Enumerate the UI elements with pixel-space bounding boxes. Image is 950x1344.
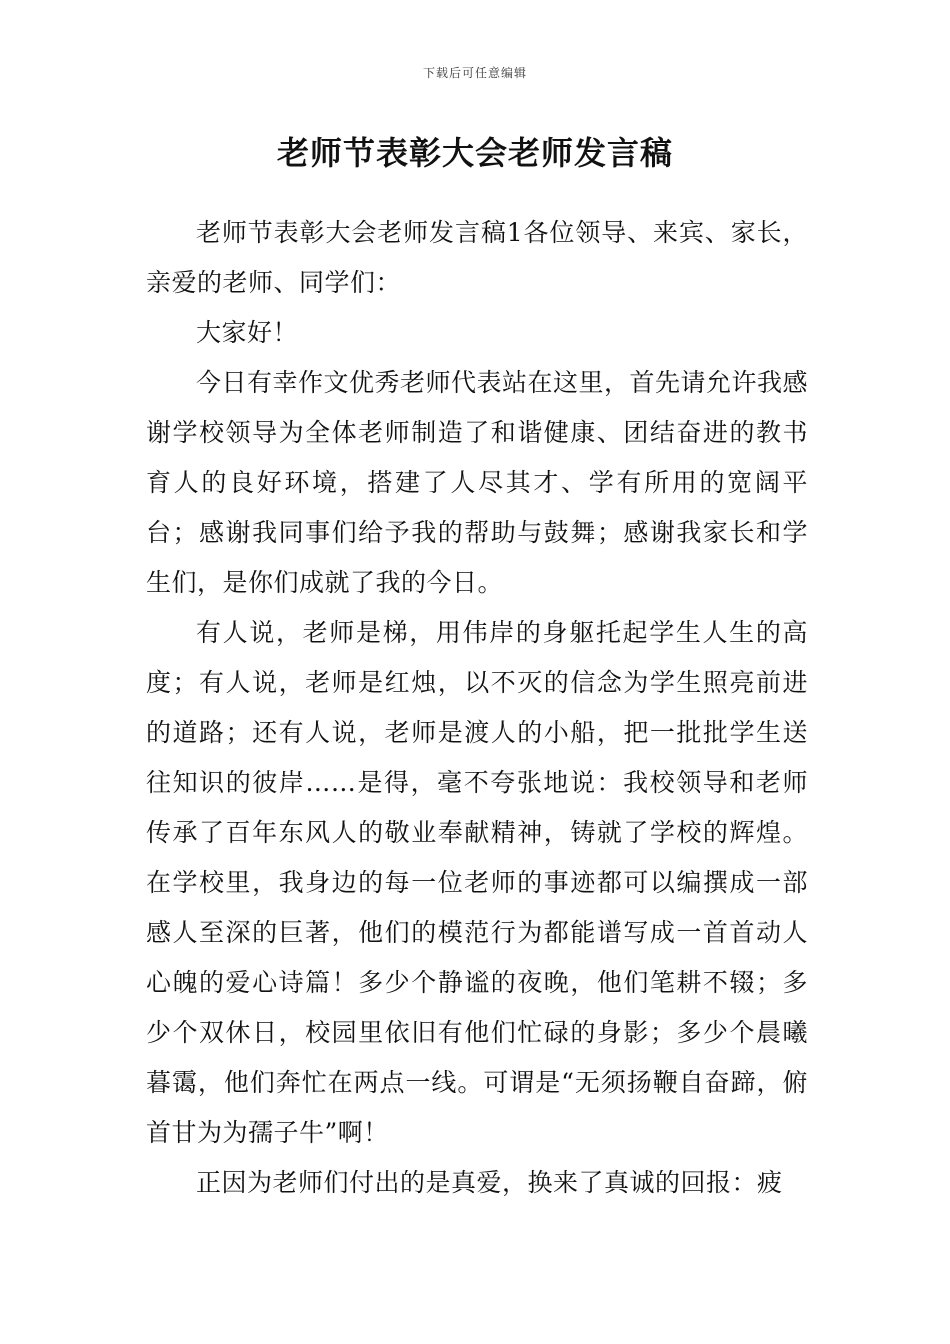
paragraph-reward: 正因为老师们付出的是真爱，换来了真诚的回报：疲	[196, 1168, 783, 1197]
header-note: 下载后可任意编辑	[422, 66, 527, 80]
paragraph-opening: 老师节表彰大会老师发言稿1各位领导、来宾、家长，亲爱的老师、同学们：	[146, 218, 808, 297]
paragraph-thanks: 今日有幸作文优秀老师代表站在这里，首先请允许我感谢学校领导为全体老师制造了和谐健康、团结奋进的教书育人的良好环境，搭建了人尽其才、学有所用的宽阔平台；感谢我同事们给予我的帮助与鼓舞；感谢我家长和学生们，是你们成就了我的今日。	[146, 368, 809, 597]
document-title: 老师节表彰大会老师发言稿	[276, 134, 673, 172]
paragraph-greeting: 大家好！	[196, 318, 299, 347]
paragraph-teachers: 有人说，老师是梯，用伟岸的身躯托起学生人生的高度；有人说，老师是红烛，以不灭的信念为学生照亮前进的道路；还有人说，老师是渡人的小船，把一批批学生送往知识的彼岸……是得，毫不夸张地说：我校领导和老师传承了百年东风人的敬业奉献精神，铸就了学校的辉煌。在学校里，我身边的每一位老师的事迹都可以编撰成一部感人至深的巨著，他们的模范行为都能谱写成一首首动人心魄的爱心诗篇！多少个静谧的夜晚，他们笔耕不辍；多少个双休日，校园里依旧有他们忙碌的身影；多少个晨曦暮霭，他们奔忙在两点一线。可谓是“无须扬鞭自奋蹄，俯首甘为为孺子牛”啊！	[146, 618, 808, 1147]
document-body	[146, 208, 808, 1208]
